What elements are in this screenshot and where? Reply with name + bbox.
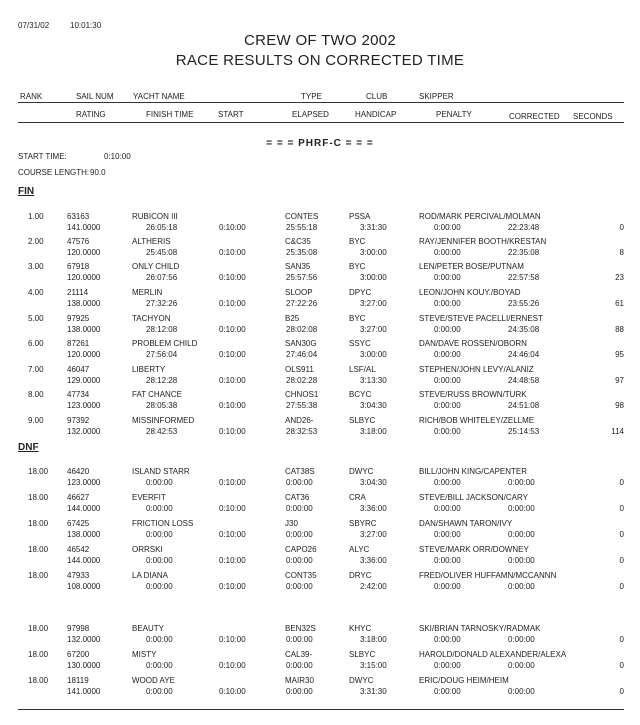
cell-penalty: 0:00:00 [434, 635, 461, 644]
cell-penalty: 0:00:00 [434, 687, 461, 696]
class-title: = = = PHRF-C = = = [266, 138, 374, 149]
cell-finish-time: 0:00:00 [146, 582, 173, 591]
section-label-fin: FIN [18, 186, 35, 197]
report-title: CREW OF TWO 2002 [243, 32, 397, 49]
cell-rating: 123.0000 [67, 401, 101, 410]
cell-rank: 7.00 [28, 365, 44, 374]
cell-penalty: 0:00:00 [434, 556, 461, 565]
cell-club: DPYC [349, 288, 372, 297]
cell-yacht-name: LIBERTY [132, 365, 166, 374]
cell-corrected: 0:00:00 [508, 478, 535, 487]
cell-sail-num: 63163 [67, 212, 90, 221]
cell-yacht-name: ONLY CHILD [132, 262, 180, 271]
cell-handicap: 3:04:30 [360, 478, 387, 487]
cell-skipper: ROD/MARK PERCIVAL/MOLMAN [419, 212, 541, 221]
cell-club: BYC [349, 262, 366, 271]
cell-rank: 9.00 [28, 416, 44, 425]
cell-handicap: 3:18:00 [360, 635, 387, 644]
cell-type: CHNOS1 [285, 390, 319, 399]
cell-sail-num: 67200 [67, 650, 90, 659]
cell-skipper: LEN/PETER BOSE/PUTNAM [419, 262, 524, 271]
cell-seconds: 0 [619, 661, 624, 670]
cell-rating: 132.0000 [67, 427, 101, 436]
cell-start: 0:10:00 [219, 376, 246, 385]
col-rating: RATING [76, 110, 106, 119]
cell-rating: 138.0000 [67, 325, 101, 334]
cell-seconds: 61 [615, 299, 624, 308]
cell-corrected: 0:00:00 [508, 556, 535, 565]
cell-skipper: FRED/OLIVER HUFFAMN/MCCANNN [419, 571, 557, 580]
cell-sail-num: 87261 [67, 339, 90, 348]
cell-sail-num: 21114 [67, 288, 89, 297]
col-handicap: HANDICAP [355, 110, 397, 119]
cell-handicap: 3:31:30 [360, 687, 387, 696]
cell-corrected: 25:14:53 [508, 427, 540, 436]
cell-corrected: 0:00:00 [508, 504, 535, 513]
cell-skipper: STEVE/BILL JACKSON/CARY [419, 493, 528, 502]
cell-club: ALYC [349, 545, 370, 554]
cell-penalty: 0:00:00 [434, 504, 461, 513]
cell-elapsed: 25:57:56 [286, 273, 318, 282]
cell-seconds: 0 [619, 504, 624, 513]
cell-club: PSSA [349, 212, 371, 221]
cell-elapsed: 0:00:00 [286, 687, 313, 696]
cell-rank: 18.00 [28, 467, 49, 476]
cell-elapsed: 0:00:00 [286, 478, 313, 487]
cell-handicap: 3:13:30 [360, 376, 387, 385]
cell-corrected: 0:00:00 [508, 582, 535, 591]
cell-finish-time: 0:00:00 [146, 504, 173, 513]
cell-penalty: 0:00:00 [434, 427, 461, 436]
cell-club: SBYRC [349, 519, 377, 528]
cell-sail-num: 47933 [67, 571, 90, 580]
cell-finish-time: 27:56:04 [146, 350, 178, 359]
cell-finish-time: 26:05:18 [146, 223, 178, 232]
cell-club: SLBYC [349, 650, 376, 659]
cell-skipper: STEPHEN/JOHN LEVY/ALANIZ [419, 365, 534, 374]
cell-corrected: 0:00:00 [508, 635, 535, 644]
cell-type: CAT38S [285, 467, 315, 476]
cell-penalty: 0:00:00 [434, 401, 461, 410]
cell-corrected: 22:57:58 [508, 273, 540, 282]
col-finish-time: FINISH TIME [146, 110, 194, 119]
cell-yacht-name: WOOD AYE [132, 676, 175, 685]
cell-rating: 120.0000 [67, 350, 101, 359]
cell-rank: 8.00 [28, 390, 44, 399]
cell-penalty: 0:00:00 [434, 223, 461, 232]
cell-corrected: 23:55:26 [508, 299, 540, 308]
cell-corrected: 22:35:08 [508, 248, 540, 257]
cell-penalty: 0:00:00 [434, 478, 461, 487]
cell-rating: 130.0000 [67, 661, 101, 670]
cell-rank: 1.00 [28, 212, 44, 221]
cell-rank: 18.00 [28, 545, 49, 554]
cell-finish-time: 0:00:00 [146, 661, 173, 670]
col-penalty: PENALTY [436, 110, 472, 119]
cell-sail-num: 18119 [67, 676, 89, 685]
cell-elapsed: 0:00:00 [286, 661, 313, 670]
cell-rank: 18.00 [28, 676, 49, 685]
cell-corrected: 24:51:08 [508, 401, 540, 410]
cell-start: 0:10:00 [219, 223, 246, 232]
cell-handicap: 2:42:00 [360, 582, 387, 591]
cell-start: 0:10:00 [219, 325, 246, 334]
cell-club: LSF/AL [349, 365, 376, 374]
cell-rank: 18.00 [28, 650, 49, 659]
cell-rating: 129.0000 [67, 376, 101, 385]
cell-handicap: 3:04:30 [360, 401, 387, 410]
col-sail-num: SAIL NUM [76, 92, 114, 101]
header-rule-1 [18, 102, 624, 103]
cell-sail-num: 46542 [67, 545, 90, 554]
header-rule-2 [18, 122, 624, 123]
cell-handicap: 3:31:30 [360, 223, 387, 232]
cell-start: 0:10:00 [219, 556, 246, 565]
cell-sail-num: 67425 [67, 519, 90, 528]
cell-elapsed: 25:55:18 [286, 223, 318, 232]
cell-handicap: 3:00:00 [360, 248, 387, 257]
cell-type: SLOOP [285, 288, 313, 297]
cell-yacht-name: LA DIANA [132, 571, 169, 580]
cell-start: 0:10:00 [219, 248, 246, 257]
cell-handicap: 3:18:00 [360, 427, 387, 436]
cell-type: J30 [285, 519, 298, 528]
start-time-value: 0:10:00 [104, 152, 131, 161]
course-length-value: 90.0 [90, 168, 106, 177]
cell-handicap: 3:27:00 [360, 299, 387, 308]
cell-yacht-name: MISSINFORMED [132, 416, 195, 425]
cell-seconds: 97 [615, 376, 624, 385]
cell-corrected: 22:23:48 [508, 223, 540, 232]
cell-type: OLS911 [285, 365, 314, 374]
cell-sail-num: 46047 [67, 365, 90, 374]
cell-club: CRA [349, 493, 366, 502]
cell-penalty: 0:00:00 [434, 350, 461, 359]
cell-skipper: BILL/JOHN KING/CAPENTER [419, 467, 528, 476]
cell-seconds: 0 [619, 556, 624, 565]
cell-rating: 144.0000 [67, 504, 101, 513]
cell-elapsed: 25:35:08 [286, 248, 318, 257]
cell-rating: 138.0000 [67, 530, 101, 539]
cell-elapsed: 0:00:00 [286, 635, 313, 644]
cell-seconds: 23 [615, 273, 624, 282]
cell-skipper: DAN/DAVE ROSSEN/OBORN [419, 339, 527, 348]
cell-rating: 144.0000 [67, 556, 101, 565]
cell-seconds: 114 [611, 427, 624, 436]
cell-handicap: 3:36:00 [360, 556, 387, 565]
cell-type: SAN30G [285, 339, 317, 348]
cell-skipper: ERIC/DOUG HEIM/HEIM [419, 676, 509, 685]
cell-type: AND26- [285, 416, 314, 425]
cell-penalty: 0:00:00 [434, 248, 461, 257]
cell-yacht-name: FRICTION LOSS [132, 519, 194, 528]
cell-start: 0:10:00 [219, 661, 246, 670]
cell-rating: 120.0000 [67, 273, 101, 282]
cell-start: 0:10:00 [219, 530, 246, 539]
cell-penalty: 0:00:00 [434, 530, 461, 539]
cell-finish-time: 28:12:28 [146, 376, 178, 385]
cell-sail-num: 47576 [67, 237, 90, 246]
cell-type: BEN32S [285, 624, 316, 633]
cell-sail-num: 97392 [67, 416, 90, 425]
cell-corrected: 0:00:00 [508, 661, 535, 670]
cell-rank: 18.00 [28, 571, 49, 580]
cell-start: 0:10:00 [219, 504, 246, 513]
cell-finish-time: 0:00:00 [146, 478, 173, 487]
report-subtitle: RACE RESULTS ON CORRECTED TIME [175, 52, 465, 69]
cell-seconds: 98 [615, 401, 624, 410]
cell-finish-time: 0:00:00 [146, 556, 173, 565]
cell-club: DWYC [349, 676, 374, 685]
cell-seconds: 0 [619, 530, 624, 539]
cell-rating: 132.0000 [67, 635, 101, 644]
cell-seconds: 95 [615, 350, 624, 359]
col-skipper: SKIPPER [419, 92, 454, 101]
cell-corrected: 24:46:04 [508, 350, 540, 359]
col-elapsed: ELAPSED [292, 110, 329, 119]
cell-rank: 4.00 [28, 288, 44, 297]
cell-handicap: 3:27:00 [360, 530, 387, 539]
col-club: CLUB [366, 92, 388, 101]
cell-penalty: 0:00:00 [434, 376, 461, 385]
cell-club: BCYC [349, 390, 372, 399]
cell-club: DWYC [349, 467, 374, 476]
cell-finish-time: 25:45:08 [146, 248, 178, 257]
cell-corrected: 24:48:58 [508, 376, 540, 385]
cell-elapsed: 27:22:26 [286, 299, 318, 308]
cell-skipper: SKI/BRIAN TARNOSKY/RADMAK [419, 624, 541, 633]
col-start: START [218, 110, 244, 119]
cell-club: DRYC [349, 571, 372, 580]
cell-rating: 123.0000 [67, 478, 101, 487]
cell-yacht-name: PROBLEM CHILD [132, 339, 198, 348]
cell-finish-time: 28:42:53 [146, 427, 178, 436]
cell-yacht-name: FAT CHANCE [132, 390, 182, 399]
cell-start: 0:10:00 [219, 687, 246, 696]
cell-elapsed: 0:00:00 [286, 504, 313, 513]
cell-elapsed: 27:46:04 [286, 350, 318, 359]
cell-sail-num: 97925 [67, 314, 90, 323]
cell-type: SAN35 [285, 262, 311, 271]
cell-finish-time: 0:00:00 [146, 635, 173, 644]
cell-seconds: 0 [619, 478, 624, 487]
cell-elapsed: 27:55:38 [286, 401, 318, 410]
cell-elapsed: 0:00:00 [286, 556, 313, 565]
cell-sail-num: 97998 [67, 624, 90, 633]
cell-start: 0:10:00 [219, 478, 246, 487]
cell-rank: 2.00 [28, 237, 44, 246]
cell-handicap: 3:15:00 [360, 661, 387, 670]
cell-type: C&C35 [285, 237, 311, 246]
cell-penalty: 0:00:00 [434, 661, 461, 670]
cell-club: BYC [349, 314, 366, 323]
cell-yacht-name: ORRSKI [132, 545, 163, 554]
cell-type: CAL39- [285, 650, 313, 659]
cell-seconds: 0 [619, 687, 624, 696]
cell-start: 0:10:00 [219, 401, 246, 410]
col-rank: RANK [20, 92, 43, 101]
cell-rank: 6.00 [28, 339, 44, 348]
cell-seconds: 0 [619, 635, 624, 644]
cell-type: B25 [285, 314, 300, 323]
cell-yacht-name: RUBICON III [132, 212, 178, 221]
cell-skipper: RAY/JENNIFER BOOTH/KRESTAN [419, 237, 547, 246]
cell-elapsed: 28:02:08 [286, 325, 318, 334]
cell-rating: 108.0000 [67, 582, 101, 591]
cell-rank: 18.00 [28, 624, 49, 633]
cell-finish-time: 28:05:38 [146, 401, 178, 410]
col-corrected: CORRECTED [509, 112, 560, 121]
cell-finish-time: 28:12:08 [146, 325, 178, 334]
cell-start: 0:10:00 [219, 635, 246, 644]
cell-skipper: STEVE/STEVE PACELLI/ERNEST [419, 314, 543, 323]
cell-start: 0:10:00 [219, 582, 246, 591]
cell-penalty: 0:00:00 [434, 582, 461, 591]
report-date: 07/31/02 [18, 21, 50, 30]
cell-skipper: STEVE/RUSS BROWN/TURK [419, 390, 527, 399]
cell-skipper: DAN/SHAWN TARON/IVY [419, 519, 513, 528]
cell-yacht-name: MERLIN [132, 288, 163, 297]
cell-rank: 3.00 [28, 262, 44, 271]
cell-start: 0:10:00 [219, 350, 246, 359]
cell-club: SSYC [349, 339, 371, 348]
cell-yacht-name: BEAUTY [132, 624, 165, 633]
cell-rating: 120.0000 [67, 248, 101, 257]
cell-type: CAT36 [285, 493, 310, 502]
cell-rating: 141.0000 [67, 223, 101, 232]
cell-type: CONTES [285, 212, 319, 221]
cell-penalty: 0:00:00 [434, 273, 461, 282]
cell-corrected: 0:00:00 [508, 687, 535, 696]
cell-club: SLBYC [349, 416, 376, 425]
cell-yacht-name: TACHYON [132, 314, 171, 323]
cell-skipper: STEVE/MARK ORR/DOWNEY [419, 545, 529, 554]
cell-yacht-name: ISLAND STARR [132, 467, 190, 476]
cell-handicap: 3:36:00 [360, 504, 387, 513]
col-yacht-name: YACHT NAME [133, 92, 185, 101]
cell-penalty: 0:00:00 [434, 325, 461, 334]
cell-corrected: 0:00:00 [508, 530, 535, 539]
cell-sail-num: 46420 [67, 467, 90, 476]
cell-sail-num: 46627 [67, 493, 90, 502]
cell-seconds: 0 [619, 582, 624, 591]
cell-yacht-name: ALTHERIS [132, 237, 171, 246]
cell-finish-time: 0:00:00 [146, 687, 173, 696]
cell-skipper: RICH/BOB WHITELEY/ZELLME [419, 416, 535, 425]
cell-seconds: 8 [619, 248, 624, 257]
cell-yacht-name: EVERFIT [132, 493, 166, 502]
cell-type: MAIR30 [285, 676, 314, 685]
cell-sail-num: 47734 [67, 390, 90, 399]
cell-finish-time: 27:32:26 [146, 299, 178, 308]
cell-sail-num: 67918 [67, 262, 90, 271]
cell-handicap: 3:00:00 [360, 350, 387, 359]
cell-handicap: 3:27:00 [360, 325, 387, 334]
cell-seconds: 88 [615, 325, 624, 334]
cell-type: CONT35 [285, 571, 317, 580]
cell-corrected: 24:35:08 [508, 325, 540, 334]
cell-club: KHYC [349, 624, 372, 633]
cell-club: BYC [349, 237, 366, 246]
cell-elapsed: 0:00:00 [286, 530, 313, 539]
start-time-label: START TIME: [18, 152, 67, 161]
cell-rating: 141.0000 [67, 687, 101, 696]
cell-elapsed: 0:00:00 [286, 582, 313, 591]
col-type: TYPE [301, 92, 322, 101]
cell-rank: 18.00 [28, 493, 49, 502]
cell-elapsed: 28:02:28 [286, 376, 318, 385]
section-label-dnf: DNF [18, 442, 39, 453]
cell-start: 0:10:00 [219, 273, 246, 282]
cell-rank: 18.00 [28, 519, 49, 528]
cell-skipper: HAROLD/DONALD ALEXANDER/ALEXA [419, 650, 567, 659]
cell-type: CAPO26 [285, 545, 317, 554]
footer-rule [18, 709, 624, 710]
cell-skipper: LEON/JOHN KOUY./BOYAD [419, 288, 521, 297]
cell-rating: 138.0000 [67, 299, 101, 308]
cell-elapsed: 28:32:53 [286, 427, 318, 436]
cell-start: 0:10:00 [219, 427, 246, 436]
cell-handicap: 3:00:00 [360, 273, 387, 282]
report-time: 10:01:30 [70, 21, 102, 30]
cell-finish-time: 0:00:00 [146, 530, 173, 539]
cell-seconds: 0 [619, 223, 624, 232]
cell-start: 0:10:00 [219, 299, 246, 308]
col-seconds: SECONDS [573, 112, 613, 121]
cell-finish-time: 26:07:56 [146, 273, 178, 282]
course-length-label: COURSE LENGTH: [18, 168, 90, 177]
cell-yacht-name: MISTY [132, 650, 157, 659]
cell-rank: 5.00 [28, 314, 44, 323]
cell-penalty: 0:00:00 [434, 299, 461, 308]
